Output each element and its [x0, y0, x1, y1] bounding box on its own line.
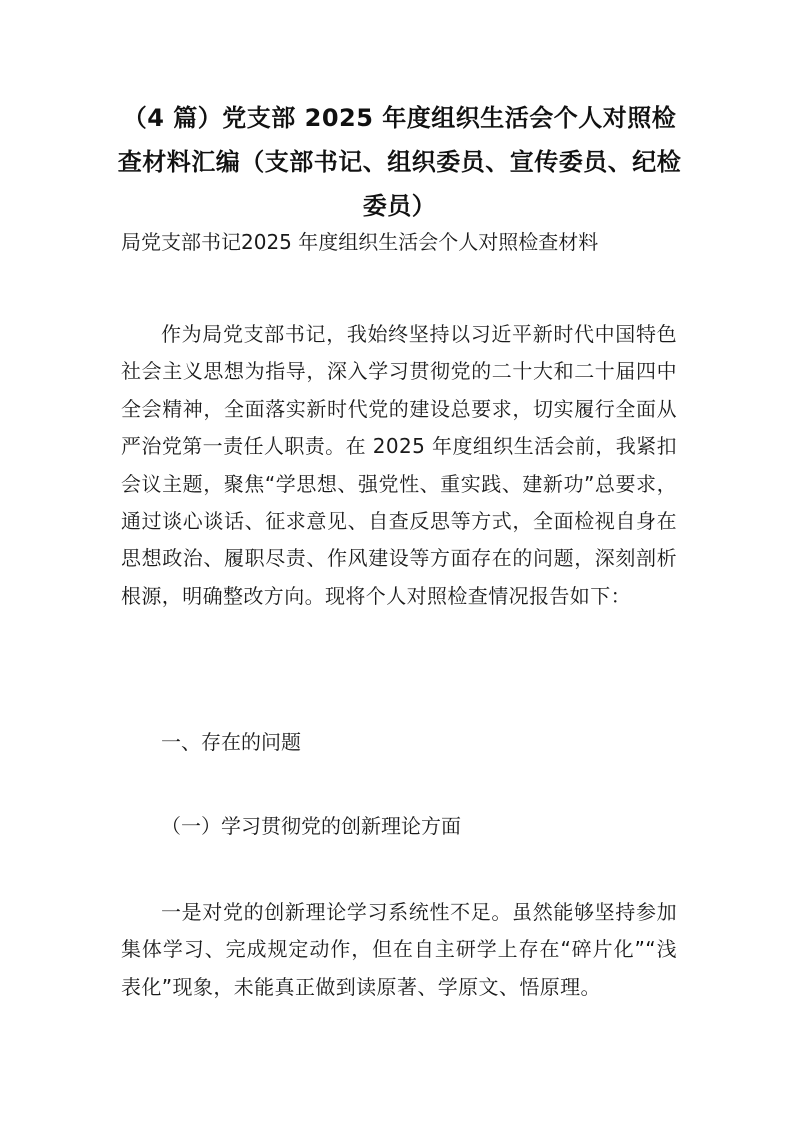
subsection-heading: （一）学习贯彻党的创新理论方面 [161, 814, 461, 838]
section-heading: 一、存在的问题 [161, 730, 301, 754]
document-subtitle: 局党支部书记2025 年度组织生活会个人对照检查材料 [121, 230, 599, 254]
issue-paragraph: 一是对党的创新理论学习系统性不足。虽然能够坚持参加集体学习、完成规定动作，但在自主研学上存在“碎片化”“浅表化”现象，未能真正做到读原著、学原文、悟原理。 [121, 900, 677, 999]
intro-paragraph: 作为局党支部书记，我始终坚持以习近平新时代中国特色社会主义思想为指导，深入学习贯彻党的二十大和二十届四中全会精神，全面落实新时代党的建设总要求，切实履行全面从严治党第一责任人职责。在 2025 年度组织生活会前，我紧扣会议主题，聚焦“学思想、强党性、重实践、建新功”总要求，通过谈心谈话、征求意见、自查反思等方式，全面检视自身在思想政治、履职尽责、作风建设等方面存在的问题，深刻剖析根源，明确整改方向。现将个人对照检查情况报告如下： [121, 322, 677, 608]
document-title: （4 篇）党支部 2025 年度组织生活会个人对照检查材料汇编（支部书记、组织委员、宣传委员、纪检委员） [117, 104, 682, 220]
